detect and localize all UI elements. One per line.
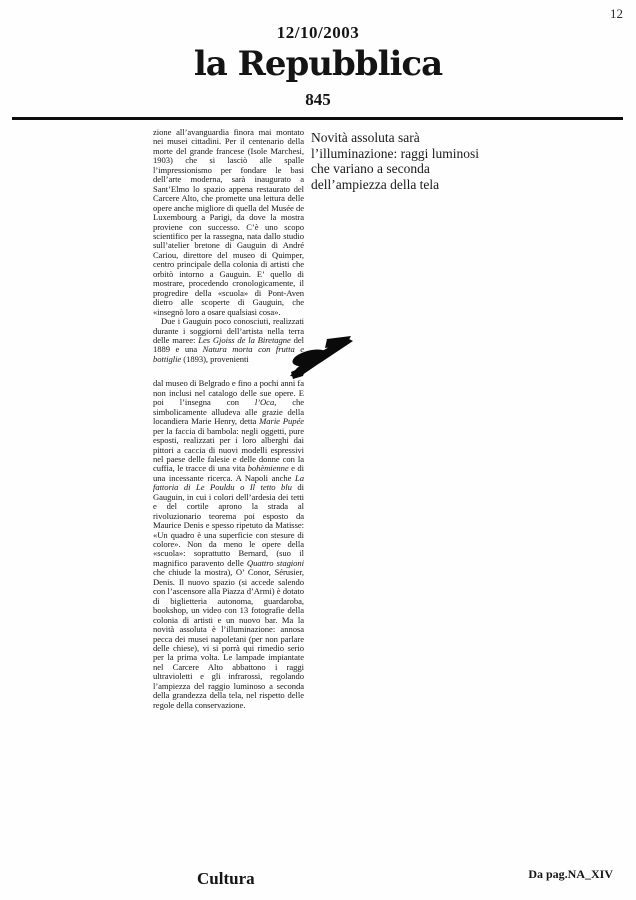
newspaper-masthead: la Repubblica [193,44,443,84]
clipping-date: 12/10/2003 [276,23,360,42]
ink-smudge [287,336,355,382]
source-page-label: Da pag.NA_XIV [528,867,613,881]
article-paragraph-3: dal museo di Belgrado e fino a pochi anni fa non inclusi nel catalogo delle sue opere. E poi l’insegna con l’Oca, che simbolicamente alludeva alle grazie della locandiera Marie Henry, detta Marie Pupée per la faccia di bambola: negli oggetti, pure esposti, realizzati per i loro alberghi dai pittori a caccia di nuovi modelli espressivi nel paese delle falesie e delle donne con la cuffia, le tracce di una vita bohèmienne e di una incessante ricerca. A Napoli anche La fattoria di Le Pouldu o Il tetto blu di Gauguin, in cui i colori dell’ardesia dei tetti e del cortile aprono la strada al rivoluzionario teorema poi esposto da Maurice Denis e spesso ripetuto da Matisse: «Un quadro è una superficie con stesure di colore». Non da meno le opere della «scuola»: soprattutto Bernard, (suo il magnifico paravento delle Quattro stagioni che chiude la mostra), O’ Conor, Sérusier, Denis. Il nuovo spazio (si accede salendo con l’ascensore alla Piazza d’Armi) è dotato di biglietteria autonoma, guardaroba, bookshop, un video con 13 fotografie della colonia di artisti e un nuovo bar. Ma la novità assoluta è l’illuminazione: annosa pecca dei musei napoletani (per non parlare delle chiese), vi si porrà qui rimedio serio per la prima volta. Le lampade impiantate nel Carcere Alto abbattono i raggi ultravioletti e gli infrarossi, regolando l’ampiezza del raggio luminoso a seconda della grandezza della tela, nel rispetto delle regole della conservazione. [153,378,304,710]
pull-quote [311,130,526,192]
pull-quote-line: Novità assoluta sarà [311,130,420,145]
pull-quote-line: che variano a seconda [311,161,430,177]
edition-number: 845 [305,90,331,109]
page-number: 12 [610,6,623,21]
header-rule [12,117,623,120]
section-label: Cultura [197,869,255,888]
pull-quote-line: dell’ampiezza della tela [311,176,440,192]
article-paragraph-2: Due i Gauguin poco conosciuti, realizzati durante i soggiorni dell’artista nella terra delle maree: Les Gjoiss de la Biretagne del 1889 e una Natura morta con frutta e bottiglie (1893), provenienti [153,316,304,364]
article-paragraph-1: zione all’avanguardia finora mai montato nei musei cittadini. Per il centenario della morte del grande francese (Isole Marchesi, 1903) che si lasciò alle spalle l’impressionismo per fondare le basi dell’arte moderna, sarà inaugurato a Sant’Elmo lo spazio appena restaurato del Carcere Alto, che promette una lettura delle opere anche migliore di quella del Musée de Luxembourg a Parigi, da dove la mostra proviene con successo. C’è uno scopo scientifico per la rassegna, nata dallo studio sull’atelier bretone di Gauguin di André Cariou, direttore del museo di Quimper, centro principale della colonia di artisti che orbitò intorno a Gauguin. E’ quello di mostrare, procedendo cronologicamente, il progredire della «scuola» di Pont-Aven dietro alle scoperte di Gauguin, che «insegnò loro a osare qualsiasi cosa». [153,127,304,317]
pull-quote-line: l’illuminazione: raggi luminosi [311,145,479,161]
article-column [153,128,304,710]
